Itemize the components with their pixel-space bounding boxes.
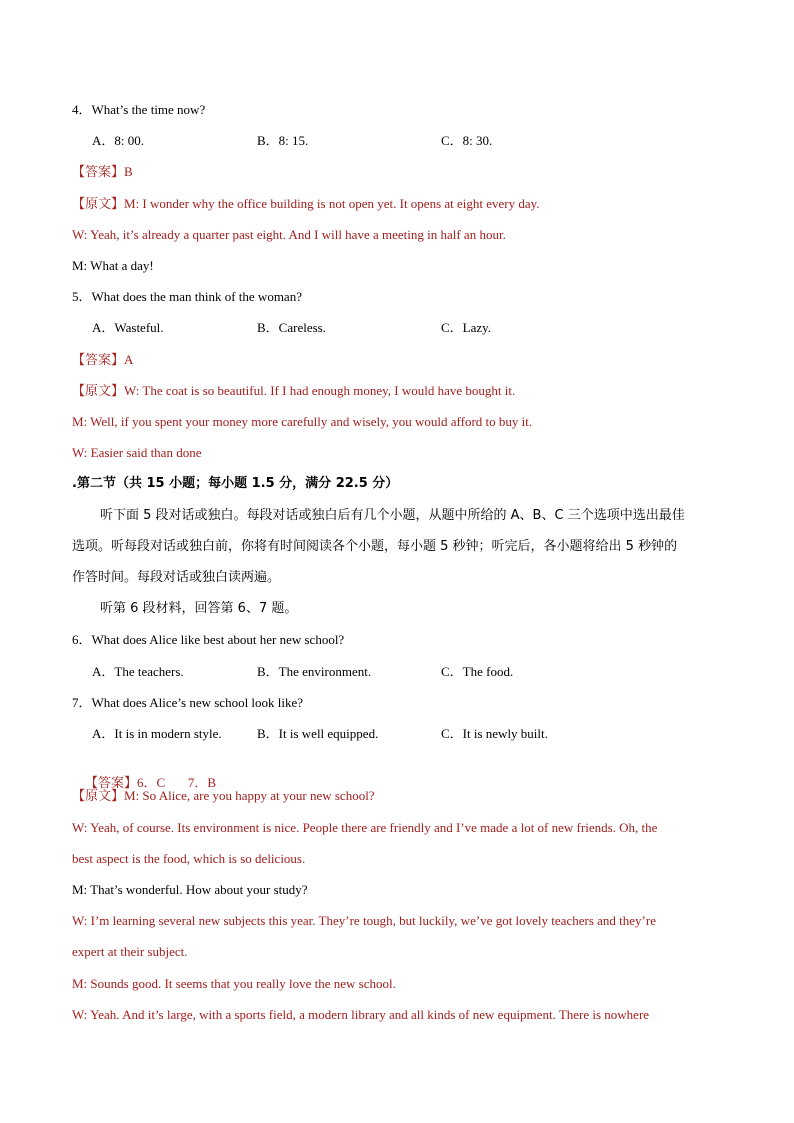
script-text: W: The coat is so beautiful. If I had enough money, I would have bought it. [124,383,516,398]
q4-script-line-3: M: What a day! [72,258,154,273]
q67-script-line-1 [72,787,375,806]
answer-tag: 【答案】 [72,165,125,180]
q5-script-line-3: W: Easier said than done [72,445,202,460]
script-tag: 【原文】 [72,197,125,212]
answer-value: B [124,164,133,179]
q67-script-line-4: M: That’s wonderful. How about your study? [72,882,308,897]
q5-option-a: A．Wasteful. [92,320,164,335]
q4-option-c: C．8: 30. [441,133,493,148]
q67-script-line-2: W: Yeah, of course. Its environment is nice. People there are friendly and I’ve made a lot of new friends. Oh, the [72,820,658,835]
question-5: 5．What does the man think of the woman? [72,289,302,304]
answer-tag: 【答案】 [85,776,138,791]
q67-script-line-5: W: I’m learning several new subjects this year. They’re tough, but luckily, we’ve got lovely teachers and they’re [72,913,656,928]
q67-script-line-3: best aspect is the food, which is so delicious. [72,851,306,866]
q4-option-a: A．8: 00. [92,133,145,148]
instructions-line-3: 作答时间。每段对话或独白读两遍。 [72,570,281,585]
q6-option-b: B．The environment. [257,664,372,679]
question-4: 4．What’s the time now? [72,102,206,117]
q7-option-c: C．It is newly built. [441,726,548,741]
instructions-line-2: 选项。听每段对话或独白前，你将有时间阅读各个小题，每小题 5 秒钟；听完后，各小题将给出 5 秒钟的 [72,539,678,554]
q4-answer [72,163,133,182]
q5-script-line-2: M: Well, if you spent your money more carefully and wisely, you would afford to buy it. [72,414,533,429]
section-title: .第二节（共 15 小题；每小题 1.5 分，满分 22.5 分） [72,476,399,491]
q6-option-c: C．The food. [441,664,514,679]
answer-tag: 【答案】 [72,353,125,368]
answer-value: 6．C 7．B [137,775,217,790]
q5-script-line-1 [72,382,515,401]
script-tag: 【原文】 [72,384,125,399]
script-text: M: I wonder why the office building is not open yet. It opens at eight every day. [124,196,540,211]
q4-option-b: B．8: 15. [257,133,309,148]
material-note: 听第 6 段材料，回答第 6、7 题。 [100,601,298,616]
q5-option-c: C．Lazy. [441,320,492,335]
q67-script-line-7: M: Sounds good. It seems that you really love the new school. [72,976,396,991]
q67-script-line-8: W: Yeah. And it’s large, with a sports field, a modern library and all kinds of new equipment. There is nowhere [72,1007,650,1022]
q6-option-a: A．The teachers. [92,664,184,679]
q7-option-b: B．It is well equipped. [257,726,379,741]
q5-answer [72,351,133,370]
q4-script-line-1 [72,195,540,214]
q67-script-line-6: expert at their subject. [72,944,188,959]
q7-option-a: A．It is in modern style. [92,726,222,741]
question-6: 6．What does Alice like best about her new school? [72,632,345,647]
instructions-line-1: 听下面 5 段对话或独白。每段对话或独白后有几个小题，从题中所给的 A、B、C 三个选项中选出最佳 [100,508,685,523]
question-7: 7．What does Alice’s new school look like? [72,695,304,710]
script-text: M: So Alice, are you happy at your new school? [124,788,375,803]
q4-script-line-2: W: Yeah, it’s already a quarter past eight. And I will have a meeting in half an hour. [72,227,506,242]
q5-option-b: B．Careless. [257,320,326,335]
answer-value: A [124,352,134,367]
script-tag: 【原文】 [72,789,125,804]
